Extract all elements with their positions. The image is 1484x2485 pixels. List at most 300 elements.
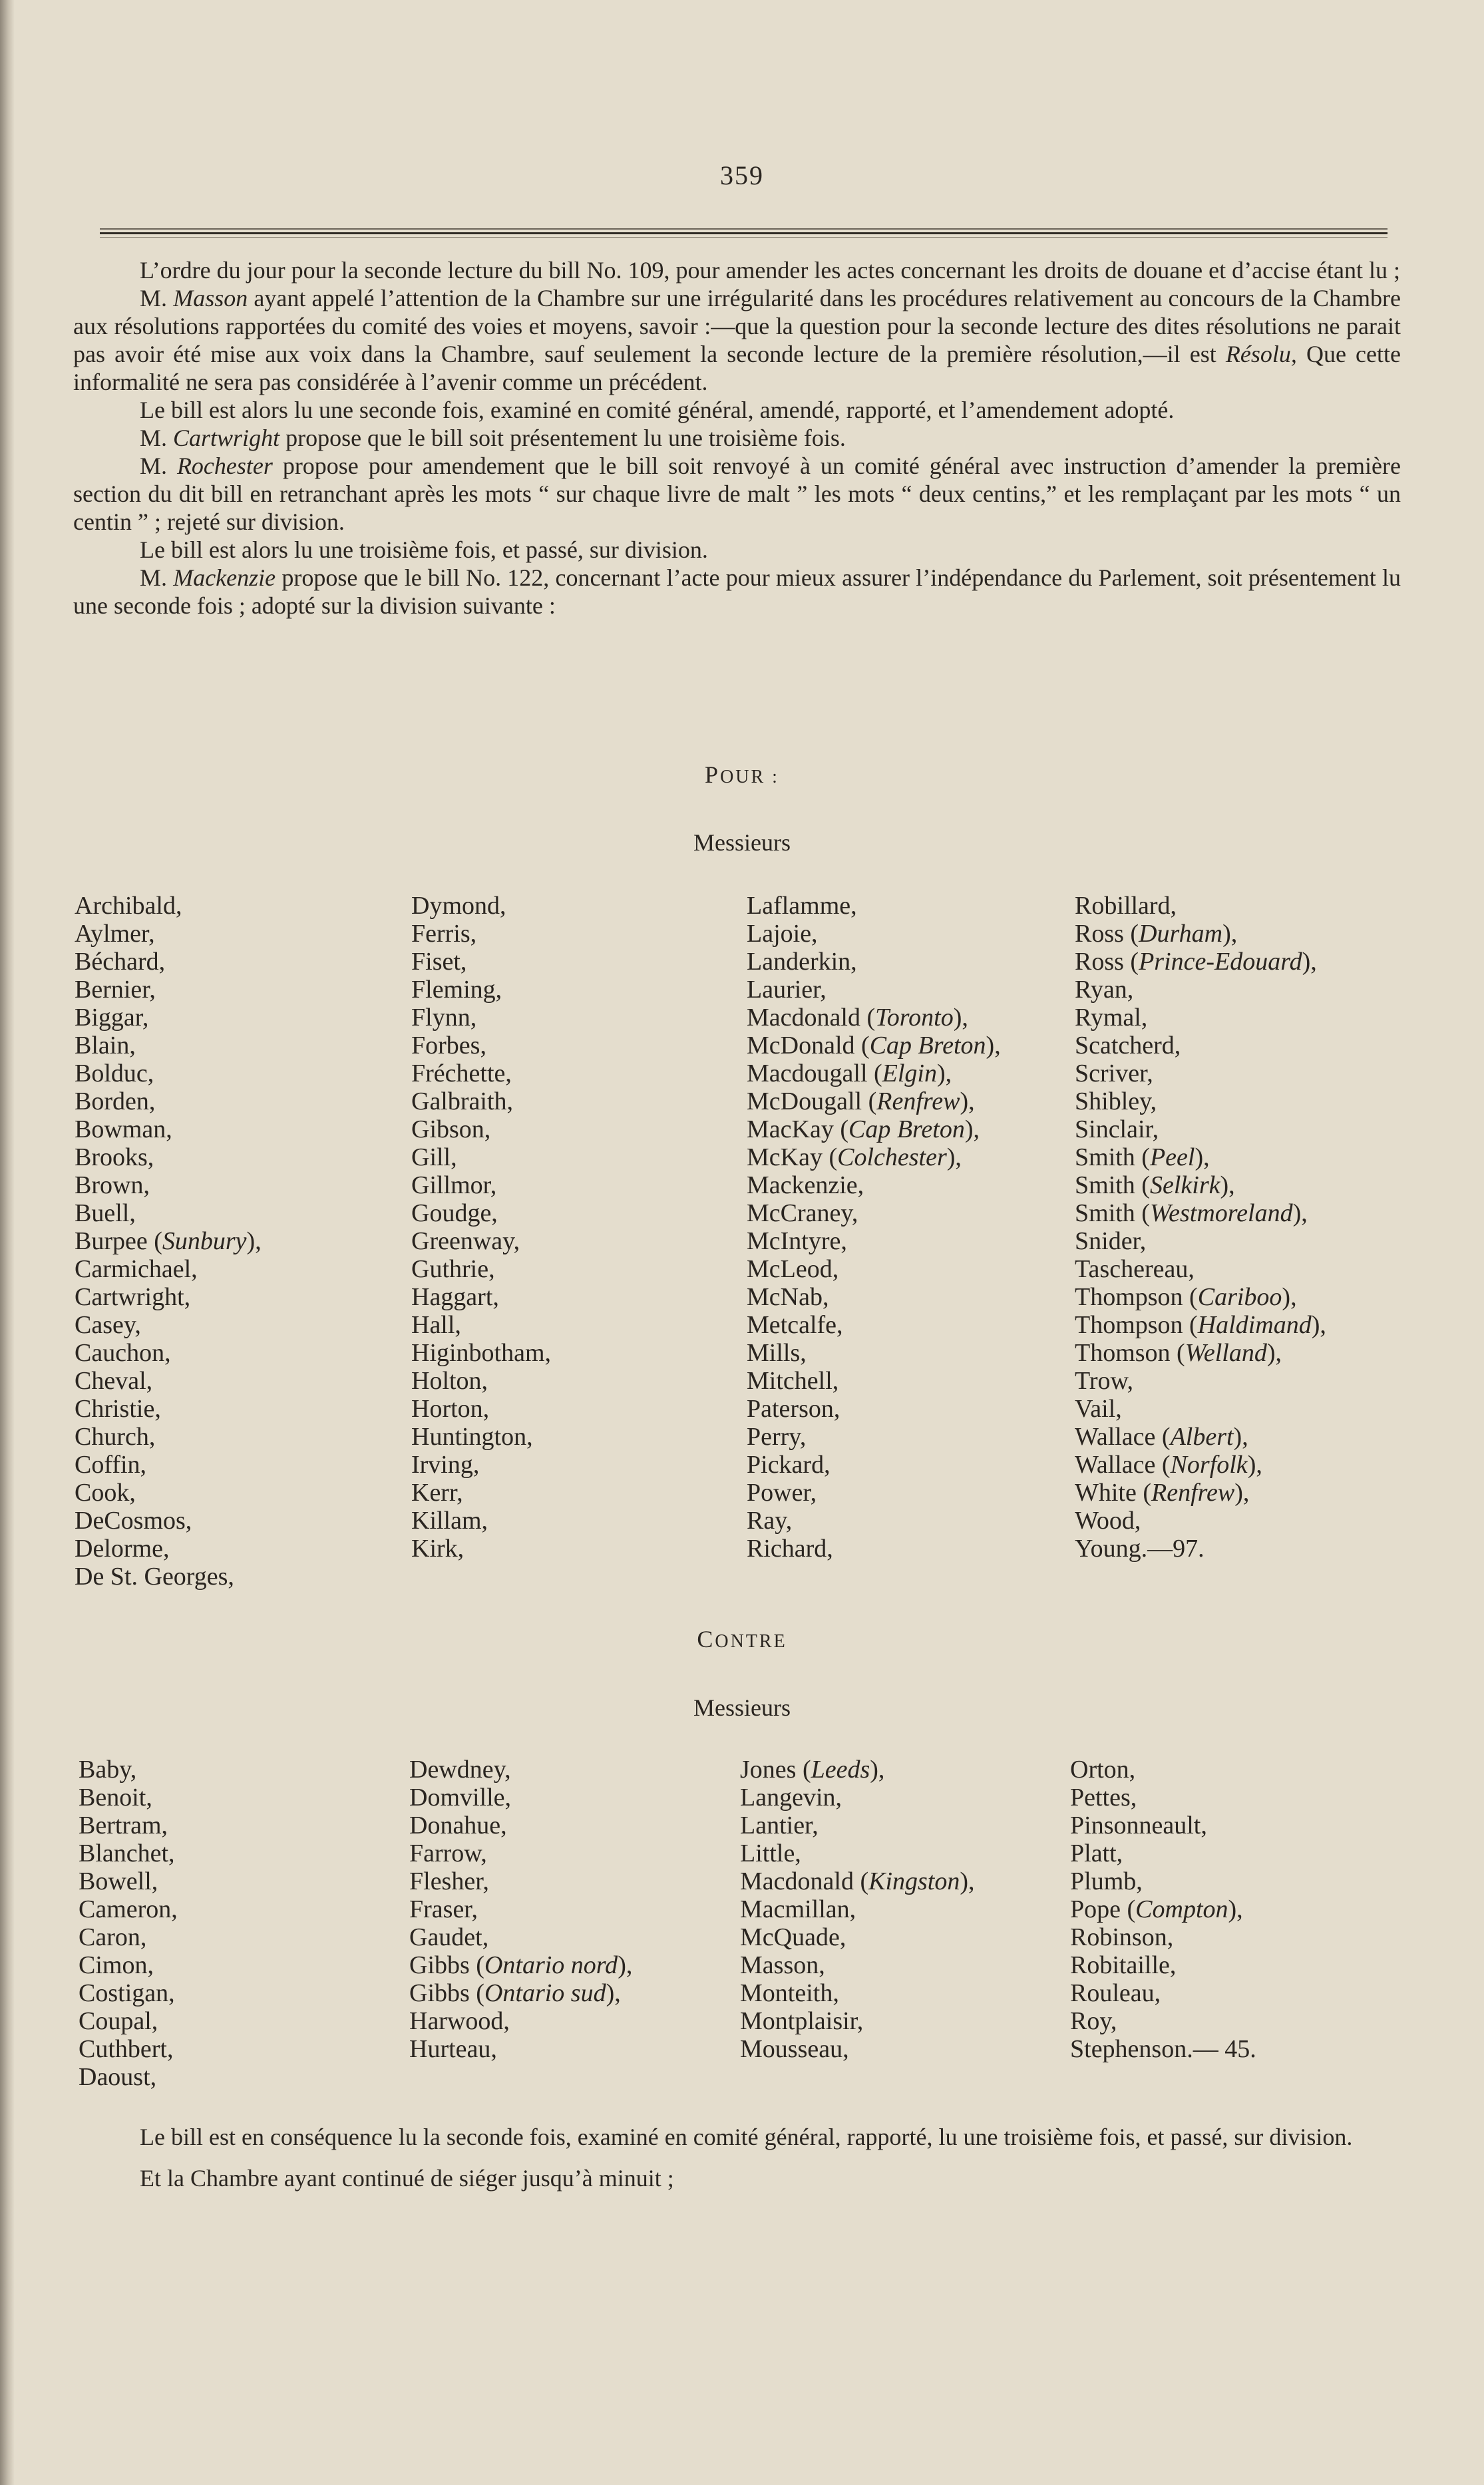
member-name: Gillmor, — [411, 1171, 497, 1199]
member-name: DeCosmos, — [75, 1507, 192, 1535]
member-entry — [747, 1171, 1001, 1199]
member-name: Costigan, — [79, 1979, 175, 2007]
member-entry — [75, 1423, 262, 1451]
contre-names-column-3 — [740, 1756, 975, 2063]
member-name: Cauchon, — [75, 1339, 171, 1367]
member-name: Mitchell, — [747, 1367, 839, 1395]
member-name: Blain, — [75, 1032, 136, 1059]
member-name: Fréchette, — [411, 1059, 512, 1087]
member-name: Bolduc, — [75, 1059, 154, 1087]
member-entry — [1070, 1756, 1256, 1784]
member-name: McKay ( — [747, 1143, 838, 1171]
member-name: Orton, — [1070, 1756, 1136, 1784]
member-entry — [1075, 920, 1326, 948]
member-entry — [747, 920, 1001, 948]
member-entry — [75, 1479, 262, 1507]
member-entry — [740, 1951, 975, 1979]
member-entry — [411, 1479, 551, 1507]
member-name: Goudge, — [411, 1199, 498, 1227]
member-name: Delorme, — [75, 1535, 170, 1563]
member-entry — [411, 1087, 551, 1115]
header-rule — [100, 226, 1388, 240]
member-name: MacKay ( — [747, 1115, 848, 1143]
pour-names-column-4 — [1075, 892, 1326, 1563]
member-name: Blanchet, — [79, 1839, 175, 1867]
member-entry — [411, 1059, 551, 1087]
member-riding-close: ), — [1292, 1199, 1308, 1227]
member-name: Vail, — [1075, 1395, 1122, 1423]
member-name: Bowman, — [75, 1115, 172, 1143]
member-entry — [409, 1979, 632, 2007]
member-riding-close: ), — [1222, 920, 1238, 948]
member-entry — [740, 1756, 975, 1784]
member-entry — [747, 1423, 1001, 1451]
member-name: Coffin, — [75, 1451, 147, 1479]
member-name: Montplaisir, — [740, 2007, 864, 2035]
member-entry — [747, 1283, 1001, 1311]
member-entry — [79, 2035, 178, 2063]
member-entry — [747, 1115, 1001, 1143]
member-entry — [79, 1895, 178, 1923]
member-entry — [409, 1867, 632, 1895]
member-entry — [1075, 1479, 1326, 1507]
member-name: Ray, — [747, 1507, 793, 1535]
member-entry — [1075, 1395, 1326, 1423]
member-name: Daoust, — [79, 2063, 157, 2091]
member-entry — [747, 1451, 1001, 1479]
member-riding-close: ), — [986, 1032, 1001, 1059]
member-name: Richard, — [747, 1535, 833, 1563]
member-name: Landerkin, — [747, 948, 857, 976]
member-entry — [1075, 892, 1326, 920]
member-entry — [740, 2035, 975, 2063]
page-number: 359 — [720, 160, 764, 190]
member-riding-close: ), — [1220, 1171, 1235, 1199]
member-entry — [75, 1227, 262, 1255]
member-riding-close: ), — [606, 1979, 621, 2007]
member-name: Plumb, — [1070, 1867, 1143, 1895]
member-riding: Ontario sud — [484, 1979, 606, 2007]
member-entry — [1075, 948, 1326, 976]
member-entry — [411, 1395, 551, 1423]
member-name: Benoit, — [79, 1784, 152, 1812]
member-entry — [75, 1507, 262, 1535]
member-riding: Peel — [1149, 1143, 1195, 1171]
member-name: Donahue, — [409, 1812, 507, 1839]
member-riding: Elgin — [882, 1059, 937, 1087]
member-entry — [409, 2007, 632, 2035]
member-name: Borden, — [75, 1087, 156, 1115]
member-riding-close: ), — [1282, 1283, 1297, 1311]
member-entry — [411, 1507, 551, 1535]
member-riding: Selkirk — [1149, 1171, 1220, 1199]
member-riding: Compton — [1135, 1895, 1228, 1923]
member-entry — [75, 1171, 262, 1199]
member-name: Wood, — [1075, 1507, 1141, 1535]
member-name: Brown, — [75, 1171, 150, 1199]
member-name: Kirk, — [411, 1535, 464, 1563]
member-name: McNab, — [747, 1283, 829, 1311]
member-name: Mousseau, — [740, 2035, 849, 2063]
member-entry — [747, 1367, 1001, 1395]
paragraph-cartwright: M. Cartwright propose que le bill soit présentement lu une troisième fois. — [140, 425, 846, 451]
member-name: Guthrie, — [411, 1255, 495, 1283]
member-entry — [1070, 1867, 1256, 1895]
member-name: Gibson, — [411, 1115, 491, 1143]
contre-heading: CONTRE — [697, 1626, 787, 1652]
member-name: Burpee ( — [75, 1227, 162, 1255]
member-name: Holton, — [411, 1367, 488, 1395]
member-name: Pinsonneault, — [1070, 1812, 1207, 1839]
member-entry — [747, 1227, 1001, 1255]
member-entry — [747, 948, 1001, 976]
member-entry — [411, 948, 551, 976]
member-entry — [740, 1867, 975, 1895]
member-name: Cartwright — [173, 425, 280, 451]
member-entry — [747, 1004, 1001, 1032]
member-name: Macmillan, — [740, 1895, 856, 1923]
member-entry — [1070, 1979, 1256, 2007]
member-riding-close: ), — [1228, 1895, 1243, 1923]
member-name: Cimon, — [79, 1951, 154, 1979]
member-riding: Kingston — [868, 1867, 960, 1895]
member-entry — [740, 1923, 975, 1951]
member-entry — [75, 1451, 262, 1479]
paragraph-mackenzie: M. Mackenzie propose que le bill No. 122, concernant l’acte pour mieux assurer l’indépendance du Parlement, soit présentement lu une seconde fois ; adopté sur la division suivante : — [73, 564, 1401, 619]
paragraph-bill-passed: Le bill est en conséquence lu la seconde fois, examiné en comité général, rapporté, lu une troisième fois, et passé, sur division. — [140, 2124, 1353, 2150]
member-name: Laflamme, — [747, 892, 857, 920]
member-entry — [411, 1115, 551, 1143]
member-entry — [1070, 1895, 1256, 1923]
member-name: Scatcherd, — [1075, 1032, 1181, 1059]
member-name: Little, — [740, 1839, 801, 1867]
member-name: Thompson ( — [1075, 1283, 1198, 1311]
member-name: Smith ( — [1075, 1143, 1150, 1171]
paragraph-masson: M. Masson ayant appelé l’attention de la Chambre sur une irrégularité dans les procédures relativement au concours de la Chambre aux résolutions rapportées du comité des voies et moyens, savoir :—que la question pour la seconde lecture des dites résolutions ne parait pas avoir été mise aux voix dans la Chambre, sauf seulement la seconde lecture de la première résolution,—il est Résolu, Que cette informalité ne sera pas considérée à l’avenir comme un précédent. — [73, 285, 1401, 395]
member-name: Caron, — [79, 1923, 147, 1951]
member-name: McLeod, — [747, 1255, 839, 1283]
member-name: Coupal, — [79, 2007, 158, 2035]
member-riding: Sunbury — [162, 1227, 247, 1255]
member-entry — [75, 948, 262, 976]
member-name: Aylmer, — [75, 920, 155, 948]
member-name: Roy, — [1070, 2007, 1117, 2035]
member-name: De St. Georges, — [75, 1563, 234, 1591]
member-name: Biggar, — [75, 1004, 149, 1032]
member-riding-close: ), — [870, 1756, 885, 1784]
member-name: Hurteau, — [409, 2035, 497, 2063]
member-name: Church, — [75, 1423, 156, 1451]
member-name: Killam, — [411, 1507, 488, 1535]
member-name: Wallace ( — [1075, 1451, 1171, 1479]
member-entry — [1075, 1451, 1326, 1479]
member-name: Lajoie, — [747, 920, 818, 948]
member-entry — [409, 1756, 632, 1784]
member-name: Greenway, — [411, 1227, 520, 1255]
member-entry — [1075, 1004, 1326, 1032]
member-name: Christie, — [75, 1395, 161, 1423]
member-riding: Toronto — [875, 1004, 954, 1032]
member-name: Monteith, — [740, 1979, 839, 2007]
member-entry — [1075, 1087, 1326, 1115]
member-entry — [740, 1784, 975, 1812]
member-entry — [411, 1535, 551, 1563]
member-entry — [409, 2035, 632, 2063]
member-riding-close: ), — [936, 1059, 952, 1087]
member-entry — [75, 1255, 262, 1283]
member-name: Rochester — [176, 453, 273, 479]
member-entry — [1075, 1115, 1326, 1143]
member-entry — [1075, 1367, 1326, 1395]
member-name: Harwood, — [409, 2007, 510, 2035]
member-name: Macdougall ( — [747, 1059, 882, 1087]
member-name: Rymal, — [1075, 1004, 1148, 1032]
member-riding-close: ), — [1195, 1143, 1210, 1171]
member-name: Ross ( — [1075, 948, 1139, 976]
member-riding-close: ), — [1266, 1339, 1282, 1367]
member-entry — [747, 1255, 1001, 1283]
member-entry — [411, 1451, 551, 1479]
member-entry — [75, 1143, 262, 1171]
member-name: Masson, — [740, 1951, 825, 1979]
member-entry — [1075, 1507, 1326, 1535]
member-name: Taschereau, — [1075, 1255, 1195, 1283]
member-entry — [747, 1479, 1001, 1507]
member-entry — [75, 1199, 262, 1227]
member-entry — [411, 1199, 551, 1227]
member-entry — [747, 1087, 1001, 1115]
member-entry — [411, 892, 551, 920]
member-entry — [747, 1059, 1001, 1087]
member-riding: Cap Breton — [848, 1115, 965, 1143]
member-riding-close: ), — [960, 1087, 975, 1115]
member-name: McDonald ( — [747, 1032, 870, 1059]
member-entry — [75, 1115, 262, 1143]
member-name: Mackenzie — [173, 564, 276, 591]
member-name: Scriver, — [1075, 1059, 1153, 1087]
member-entry — [411, 1367, 551, 1395]
member-entry — [75, 1087, 262, 1115]
pour-messieurs-label: Messieurs — [693, 829, 791, 856]
member-name: Robinson, — [1070, 1923, 1174, 1951]
member-entry — [747, 1339, 1001, 1367]
member-name: Cook, — [75, 1479, 136, 1507]
member-entry — [411, 1227, 551, 1255]
member-name: Béchard, — [75, 948, 166, 976]
member-name: Smith ( — [1075, 1199, 1150, 1227]
member-name: Jones ( — [740, 1756, 811, 1784]
member-riding-close: ), — [960, 1867, 975, 1895]
member-entry — [411, 1032, 551, 1059]
page-edge-shadow — [0, 0, 15, 2485]
member-riding: Cariboo — [1197, 1283, 1282, 1311]
member-name: Fleming, — [411, 976, 502, 1004]
member-entry — [79, 1812, 178, 1839]
member-riding-close: ), — [618, 1951, 633, 1979]
member-entry — [1075, 1311, 1326, 1339]
member-entry — [75, 892, 262, 920]
member-entry — [1070, 1923, 1256, 1951]
member-entry — [409, 1951, 632, 1979]
member-riding: Westmoreland — [1149, 1199, 1293, 1227]
member-name: Gaudet, — [409, 1923, 489, 1951]
resolu-word: Résolu, — [1225, 341, 1297, 367]
member-entry — [1070, 1839, 1256, 1867]
member-entry — [75, 1311, 262, 1339]
member-riding: Cap Breton — [869, 1032, 986, 1059]
member-entry — [75, 920, 262, 948]
member-name: Horton, — [411, 1395, 490, 1423]
member-entry — [79, 1923, 178, 1951]
member-name: Bertram, — [79, 1812, 168, 1839]
member-entry — [411, 1171, 551, 1199]
member-name: Macdonald ( — [740, 1867, 869, 1895]
member-riding: Leeds — [811, 1756, 870, 1784]
member-name: McCraney, — [747, 1199, 858, 1227]
member-entry — [409, 1839, 632, 1867]
member-name: Mills, — [747, 1339, 807, 1367]
member-entry — [1070, 1951, 1256, 1979]
member-riding: Renfrew — [1151, 1479, 1235, 1507]
member-entry — [740, 1839, 975, 1867]
member-name: Fiset, — [411, 948, 467, 976]
member-name: Gibbs ( — [409, 1951, 484, 1979]
member-name: Archibald, — [75, 892, 182, 920]
member-entry — [1075, 1535, 1326, 1563]
member-entry — [1075, 1059, 1326, 1087]
paragraph-rochester: M. Rochester propose pour amendement que le bill soit renvoyé à un comité général avec instruction d’amender la première section du dit bill en retranchant après les mots “ sur chaque livre de malt ” les mots “ deux centins,” et les remplaçant par les mots “ un centin ” ; rejeté sur division. — [73, 453, 1401, 535]
member-name: Galbraith, — [411, 1087, 514, 1115]
member-name: Huntington, — [411, 1423, 533, 1451]
member-entry — [411, 976, 551, 1004]
member-name: Gibbs ( — [409, 1979, 484, 2007]
member-name: Kerr, — [411, 1479, 463, 1507]
member-entry — [75, 1563, 262, 1591]
member-riding-close: ), — [1233, 1423, 1248, 1451]
member-name: Flynn, — [411, 1004, 477, 1032]
member-entry — [409, 1923, 632, 1951]
member-riding-close: ), — [964, 1115, 980, 1143]
member-entry — [1075, 1339, 1326, 1367]
member-entry — [747, 1395, 1001, 1423]
member-riding: Prince-Edouard — [1139, 948, 1302, 976]
member-riding: Ontario nord — [484, 1951, 618, 1979]
member-name: Trow, — [1075, 1367, 1134, 1395]
member-entry — [79, 1979, 178, 2007]
member-name: Bowell, — [79, 1867, 158, 1895]
proceedings-text — [73, 256, 1401, 620]
member-entry — [747, 1032, 1001, 1059]
member-entry — [409, 1784, 632, 1812]
contre-names-column-4 — [1070, 1756, 1256, 2063]
contre-messieurs-label: Messieurs — [693, 1694, 791, 1721]
member-entry — [747, 976, 1001, 1004]
member-entry — [75, 1032, 262, 1059]
member-name: Bernier, — [75, 976, 156, 1004]
member-riding: Welland — [1185, 1339, 1267, 1367]
member-entry — [411, 1255, 551, 1283]
member-name: White ( — [1075, 1479, 1152, 1507]
member-name: Gill, — [411, 1143, 457, 1171]
member-name: Stephenson.— 45. — [1070, 2035, 1256, 2063]
member-entry — [1075, 1423, 1326, 1451]
member-riding: Renfrew — [876, 1087, 960, 1115]
member-entry — [411, 1283, 551, 1311]
member-entry — [411, 1339, 551, 1367]
member-entry — [411, 1004, 551, 1032]
member-entry — [411, 1143, 551, 1171]
member-entry — [79, 1784, 178, 1812]
paragraph-third-reading: Le bill est alors lu une troisième fois, et passé, sur division. — [140, 536, 708, 563]
member-name: Rouleau, — [1070, 1979, 1161, 2007]
member-name: Snider, — [1075, 1227, 1147, 1255]
member-entry — [740, 1812, 975, 1839]
member-entry — [409, 1812, 632, 1839]
member-name: Thomson ( — [1075, 1339, 1185, 1367]
member-entry — [1075, 1143, 1326, 1171]
member-riding: Haldimand — [1197, 1311, 1312, 1339]
member-name: McQuade, — [740, 1923, 846, 1951]
member-entry — [1075, 1171, 1326, 1199]
member-riding-close: ), — [246, 1227, 262, 1255]
member-name: Shibley, — [1075, 1087, 1157, 1115]
member-entry — [79, 1951, 178, 1979]
member-name: Perry, — [747, 1423, 807, 1451]
member-entry — [79, 2063, 178, 2091]
paragraph-order-of-day: L’ordre du jour pour la seconde lecture du bill No. 109, pour amender les actes concernant les droits de douane et d’accise étant lu ; — [140, 257, 1401, 284]
member-name: Mackenzie, — [747, 1171, 864, 1199]
member-name: Platt, — [1070, 1839, 1123, 1867]
member-entry — [1075, 976, 1326, 1004]
contre-names-column-1 — [79, 1756, 178, 2091]
member-name: Ferris, — [411, 920, 477, 948]
pour-names-column-1 — [75, 892, 262, 1591]
member-entry — [1075, 1199, 1326, 1227]
member-name: Macdonald ( — [747, 1004, 876, 1032]
member-riding-close: ), — [1302, 948, 1317, 976]
member-name: Robitaille, — [1070, 1951, 1177, 1979]
member-name: Carmichael, — [75, 1255, 198, 1283]
member-entry — [75, 1395, 262, 1423]
member-name: Ross ( — [1075, 920, 1139, 948]
member-entry — [740, 2007, 975, 2035]
member-entry — [411, 920, 551, 948]
member-name: Brooks, — [75, 1143, 154, 1171]
member-entry — [411, 1423, 551, 1451]
member-entry — [1075, 1255, 1326, 1283]
member-entry — [1075, 1283, 1326, 1311]
member-name: Pettes, — [1070, 1784, 1137, 1812]
member-name: Cheval, — [75, 1367, 153, 1395]
member-name: Dewdney, — [409, 1756, 511, 1784]
member-name: Young.—97. — [1075, 1535, 1205, 1563]
member-entry — [740, 1979, 975, 2007]
member-name: Buell, — [75, 1199, 136, 1227]
member-name: Langevin, — [740, 1784, 842, 1812]
closing-text — [73, 2123, 1401, 2192]
member-name: Robillard, — [1075, 892, 1177, 920]
member-name: Masson — [173, 285, 248, 311]
member-entry — [75, 1004, 262, 1032]
member-riding-close: ), — [1234, 1479, 1250, 1507]
member-name: Cartwright, — [75, 1283, 191, 1311]
member-name: Haggart, — [411, 1283, 499, 1311]
member-name: Casey, — [75, 1311, 141, 1339]
member-entry — [1070, 2035, 1256, 2063]
member-riding-close: ), — [946, 1143, 962, 1171]
member-name: Domville, — [409, 1784, 512, 1812]
member-entry — [747, 1199, 1001, 1227]
